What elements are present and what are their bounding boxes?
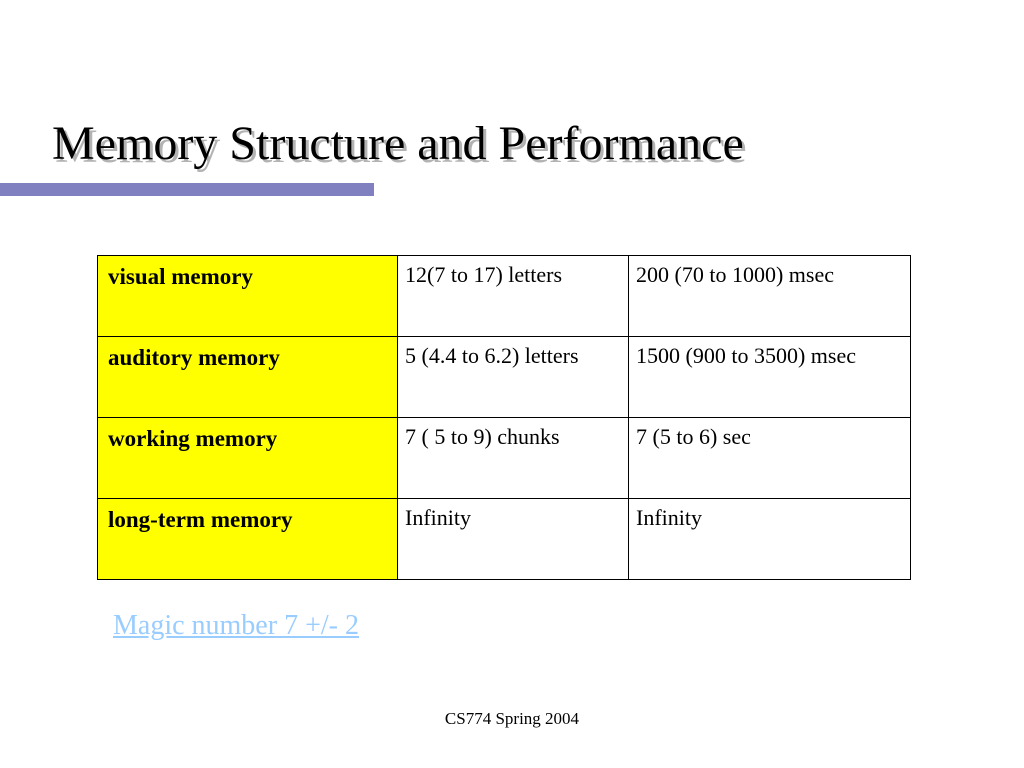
memory-type-cell: long-term memory [98, 499, 398, 580]
decay-time-cell: 1500 (900 to 3500) msec [629, 337, 911, 418]
capacity-cell: 5 (4.4 to 6.2) letters [398, 337, 629, 418]
memory-type-cell: working memory [98, 418, 398, 499]
title-underline-bar [0, 183, 374, 196]
capacity-cell: 7 ( 5 to 9) chunks [398, 418, 629, 499]
memory-type-cell: visual memory [98, 256, 398, 337]
capacity-cell: Infinity [398, 499, 629, 580]
table-row [98, 256, 911, 337]
table-row [98, 499, 911, 580]
decay-time-cell: 7 (5 to 6) sec [629, 418, 911, 499]
decay-time-cell: 200 (70 to 1000) msec [629, 256, 911, 337]
decay-time-cell: Infinity [629, 499, 911, 580]
magic-number-link[interactable]: Magic number 7 +/- 2 [113, 610, 359, 641]
memory-table [97, 255, 911, 580]
slide-title: Memory Structure and Performance [52, 117, 744, 170]
slide-footer: CS774 Spring 2004 [444, 709, 580, 728]
table-row [98, 337, 911, 418]
capacity-cell: 12(7 to 17) letters [398, 256, 629, 337]
memory-type-cell: auditory memory [98, 337, 398, 418]
table-row [98, 418, 911, 499]
